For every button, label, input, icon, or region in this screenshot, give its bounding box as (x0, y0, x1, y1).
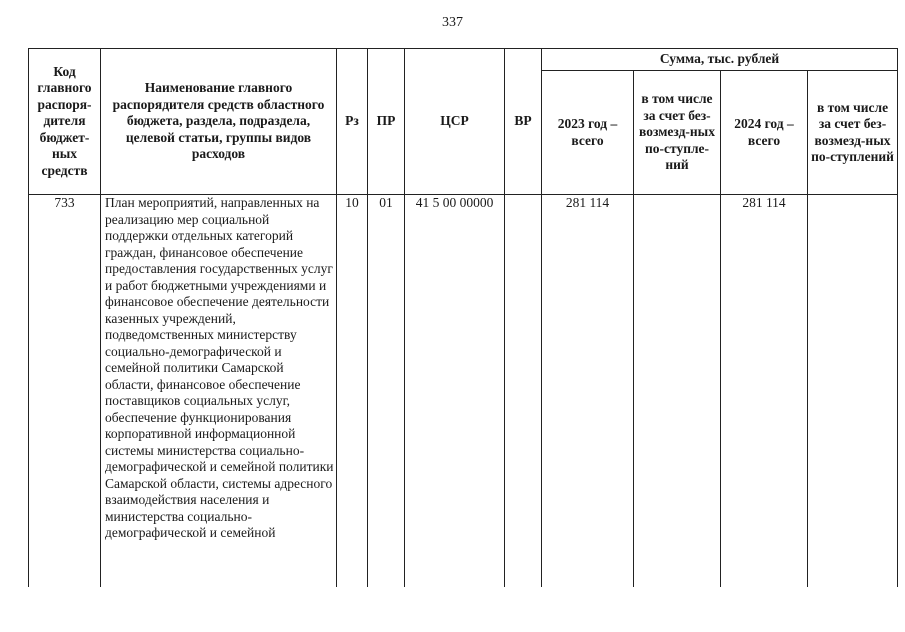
header-code: Код главного распоря-дителя бюджет-ных средств (29, 49, 101, 195)
table-row (29, 195, 898, 588)
header-csr: ЦСР (405, 49, 505, 195)
header-2023-grants: в том числе за счет без-возмезд-ных по-ступле-ний (634, 71, 721, 195)
cell-2023-grants (634, 195, 721, 588)
cell-rz: 10 (337, 195, 368, 588)
cell-pr: 01 (368, 195, 405, 588)
header-2024-total: 2024 год – всего (721, 71, 808, 195)
header-rz: Рз (337, 49, 368, 195)
cell-vr (505, 195, 542, 588)
header-2023-total: 2023 год – всего (542, 71, 634, 195)
cell-2024-total: 281 114 (721, 195, 808, 588)
cell-csr: 41 5 00 00000 (405, 195, 505, 588)
cell-2023-total: 281 114 (542, 195, 634, 588)
header-2024-grants: в том числе за счет без-возмезд-ных по-ступлений (808, 71, 898, 195)
header-vr: ВР (505, 49, 542, 195)
page-number: 337 (442, 15, 463, 30)
budget-table (28, 48, 898, 587)
header-sum-group: Сумма, тыс. рублей (542, 49, 898, 71)
header-pr: ПР (368, 49, 405, 195)
cell-code: 733 (29, 195, 101, 588)
cell-2024-grants (808, 195, 898, 588)
cell-name-text: План мероприятий, направленных на реализацию мер социальной поддержки отдельных категорий граждан, финансовое обеспечение предоставления государственных услуг и работ бюджетными учреждениями и финансовое обеспечение деятельности казенных учреждений, подведомственных министерству социально-демографической и семейной политики Самарской области, финансовое обеспечение поставщиков социальных услуг, обеспечение функционирования корпоративной информационной системы министерства социально-демографической и семейной политики Самарской области, системы адресного взаимодействия населения и министерства социально-демографической и семейной (105, 195, 334, 540)
cell-name (101, 195, 337, 588)
header-name: Наименование главного распорядителя средств областного бюджета, раздела, подраздела, целевой статьи, группы видов расходов (101, 49, 337, 195)
